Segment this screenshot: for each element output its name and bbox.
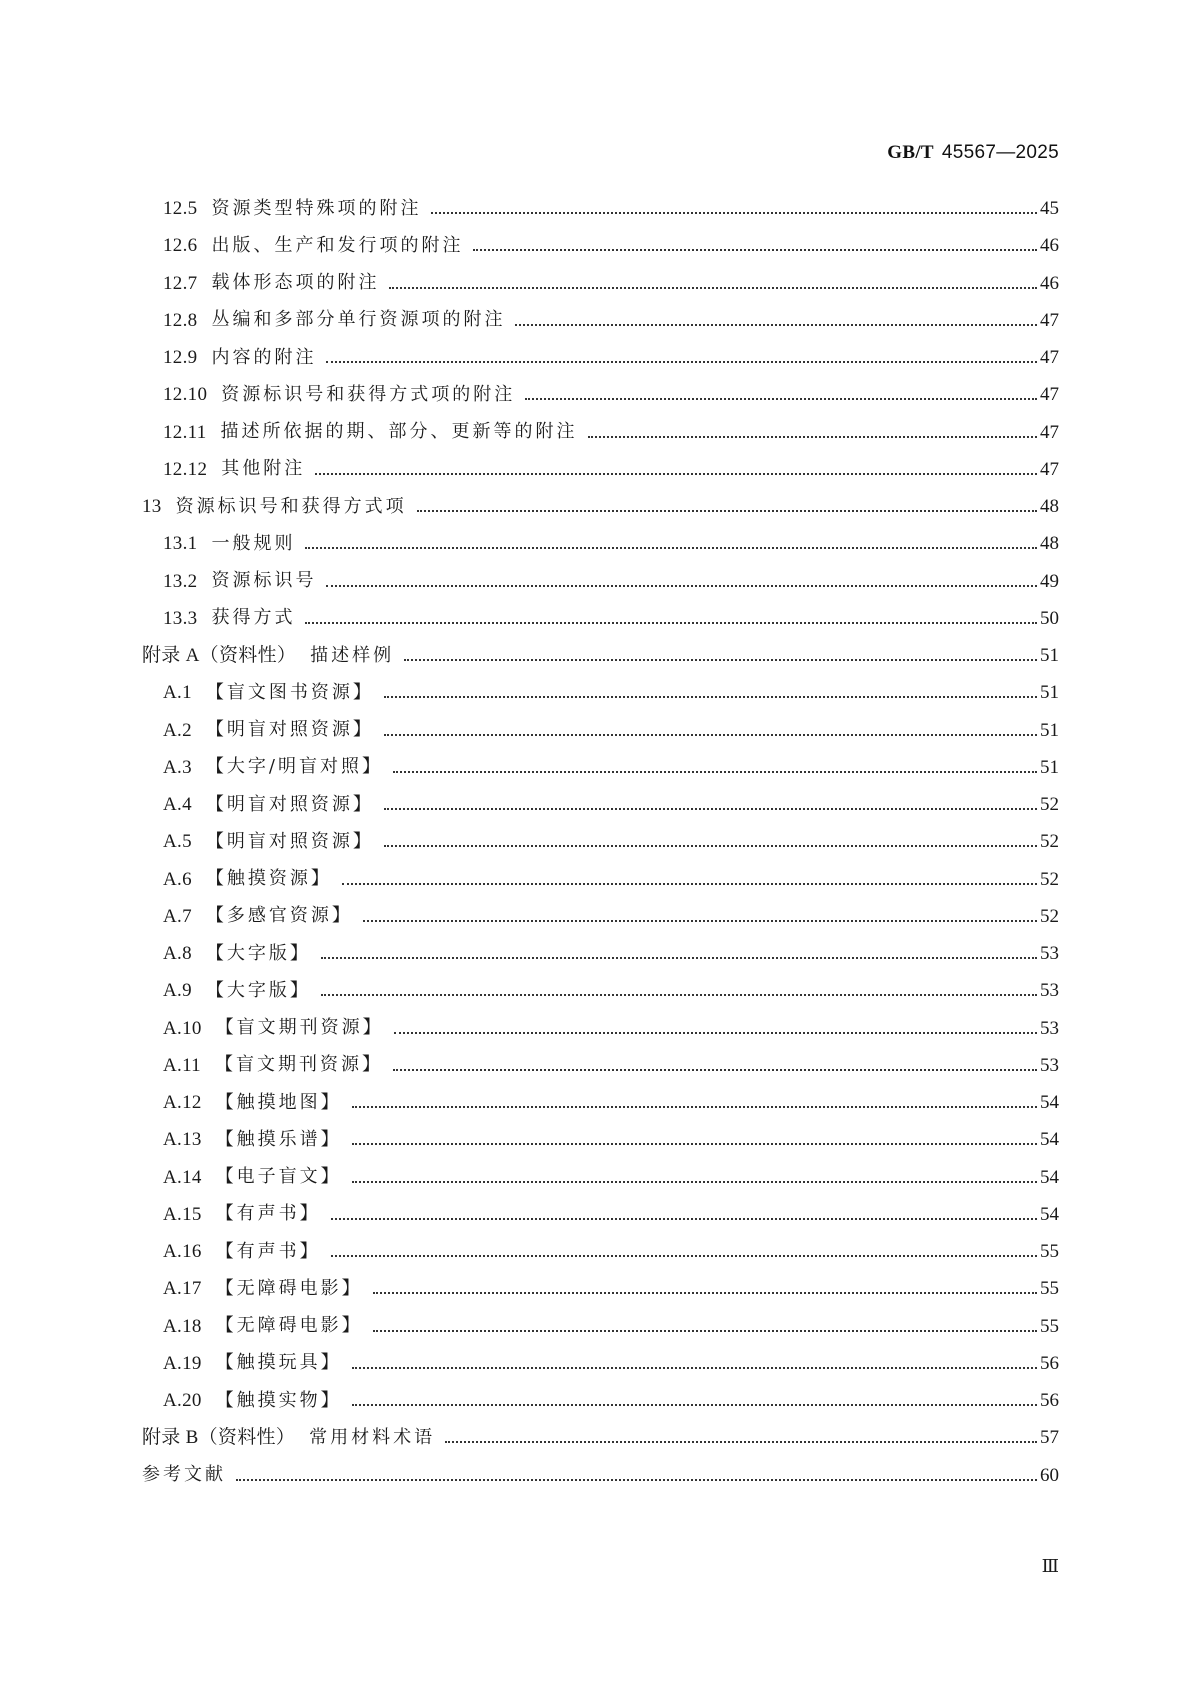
dot-leader	[321, 993, 1037, 996]
dot-leader	[373, 1329, 1037, 1332]
toc-entry-page: 53	[1040, 980, 1059, 1002]
dot-leader	[515, 323, 1037, 326]
standard-code-header	[887, 142, 1059, 164]
toc-entry-title: 内容的附注	[211, 346, 317, 368]
toc-entry-title: 【触摸玩具】	[215, 1352, 342, 1374]
dot-leader	[321, 956, 1037, 959]
toc-entry-page: 55	[1040, 1241, 1059, 1263]
toc-entry-title: 【盲文期刊资源】	[215, 1017, 384, 1039]
toc-entry-page: 51	[1040, 682, 1059, 704]
toc-entry[interactable]	[142, 227, 1059, 264]
toc-entry-title: 【多感官资源】	[205, 905, 353, 927]
toc-entry-number: 13.1	[163, 533, 198, 555]
toc-entry-page: 55	[1040, 1315, 1059, 1337]
dot-leader	[373, 1291, 1037, 1294]
dot-leader	[352, 1366, 1037, 1369]
toc-entry[interactable]	[142, 1121, 1059, 1158]
dot-leader	[384, 733, 1037, 736]
toc-entry-page: 55	[1040, 1278, 1059, 1300]
toc-entry-page: 60	[1040, 1464, 1059, 1486]
toc-entry-number: A.17	[163, 1278, 202, 1300]
toc-entry[interactable]	[142, 1419, 1059, 1456]
dot-leader	[305, 621, 1037, 624]
dot-leader	[394, 1031, 1037, 1034]
dot-leader	[417, 509, 1037, 512]
toc-entry-page: 53	[1040, 943, 1059, 965]
toc-entry-number: A.13	[163, 1129, 202, 1151]
dot-leader	[352, 1403, 1037, 1406]
toc-entry[interactable]	[142, 1345, 1059, 1382]
toc-entry[interactable]	[142, 1196, 1059, 1233]
toc-entry-page: 47	[1040, 458, 1059, 480]
toc-entry[interactable]	[142, 674, 1059, 711]
toc-entry[interactable]	[142, 823, 1059, 860]
toc-entry-number: 12.12	[163, 458, 208, 480]
toc-entry-number: 13.3	[163, 607, 198, 629]
dot-leader	[326, 360, 1037, 363]
dot-leader	[445, 1440, 1037, 1443]
toc-entry-page: 47	[1040, 347, 1059, 369]
toc-entry[interactable]	[142, 749, 1059, 786]
toc-entry[interactable]	[142, 414, 1059, 451]
toc-entry[interactable]	[142, 525, 1059, 562]
dot-leader	[315, 472, 1037, 475]
toc-entry-page: 54	[1040, 1129, 1059, 1151]
toc-entry-title: 【大字版】	[205, 942, 311, 964]
dot-leader	[352, 1142, 1037, 1145]
toc-entry[interactable]	[142, 451, 1059, 488]
dot-leader	[404, 658, 1037, 661]
toc-entry-page: 51	[1040, 756, 1059, 778]
toc-entry-title: 资源类型特殊项的附注	[211, 197, 422, 219]
toc-entry[interactable]	[142, 1233, 1059, 1270]
dot-leader	[393, 1068, 1037, 1071]
toc-entry-page: 53	[1040, 1017, 1059, 1039]
toc-entry-number: 12.9	[163, 347, 198, 369]
toc-entry-number: A.2	[163, 719, 192, 741]
toc-entry[interactable]	[142, 488, 1059, 525]
toc-entry[interactable]	[142, 1308, 1059, 1345]
toc-entry-page: 50	[1040, 607, 1059, 629]
toc-entry-page: 47	[1040, 421, 1059, 443]
toc-entry-number: A.8	[163, 943, 192, 965]
toc-entry[interactable]	[142, 1382, 1059, 1419]
toc-entry-number: A.12	[163, 1092, 202, 1114]
toc-entry-number: 13.2	[163, 570, 198, 592]
toc-entry-title: 【触摸乐谱】	[215, 1128, 342, 1150]
toc-entry-number: 12.6	[163, 235, 198, 257]
dot-leader	[326, 584, 1037, 587]
toc-entry-title: 载体形态项的附注	[211, 272, 380, 294]
toc-entry-title: 【大字/明盲对照】	[205, 756, 383, 778]
toc-entry-number: A.3	[163, 756, 192, 778]
standard-number: 45567—2025	[941, 142, 1059, 163]
toc-entry[interactable]	[142, 265, 1059, 302]
dot-leader	[588, 435, 1037, 438]
toc-entry-page: 48	[1040, 496, 1059, 518]
toc-entry[interactable]	[142, 376, 1059, 413]
toc-entry-title: 获得方式	[211, 607, 296, 629]
toc-entry-title: 资源标识号和获得方式项	[175, 495, 407, 517]
toc-entry-title: 资源标识号和获得方式项的附注	[221, 383, 516, 405]
toc-entry-number: 13	[142, 496, 162, 518]
dot-leader	[431, 211, 1037, 214]
dot-leader	[389, 286, 1037, 289]
dot-leader	[352, 1105, 1037, 1108]
toc-entry[interactable]	[142, 1457, 1059, 1494]
toc-entry-page: 51	[1040, 719, 1059, 741]
toc-entry-title: 【触摸资源】	[205, 868, 332, 890]
toc-entry-page: 52	[1040, 831, 1059, 853]
toc-entry-title: 丛编和多部分单行资源项的附注	[211, 309, 506, 331]
toc-entry-number: A.14	[163, 1166, 202, 1188]
toc-entry[interactable]	[142, 898, 1059, 935]
toc-entry-title: 参考文献	[142, 1464, 226, 1486]
toc-entry-page: 56	[1040, 1390, 1059, 1412]
toc-entry[interactable]	[142, 637, 1059, 674]
dot-leader	[236, 1478, 1037, 1481]
dot-leader	[384, 807, 1037, 810]
toc-entry[interactable]	[142, 786, 1059, 823]
dot-leader	[305, 546, 1037, 549]
toc-entry-title: 出版、生产和发行项的附注	[211, 234, 464, 256]
toc-entry-number: 12.7	[163, 272, 198, 294]
toc-entry-page: 46	[1040, 235, 1059, 257]
toc-entry-number: 12.11	[163, 421, 207, 443]
toc-entry-number: A.19	[163, 1352, 202, 1374]
toc-entry-title: 【明盲对照资源】	[205, 719, 374, 741]
toc-entry-page: 54	[1040, 1166, 1059, 1188]
toc-entry-page: 57	[1040, 1427, 1059, 1449]
toc-entry-number: A.15	[163, 1203, 202, 1225]
toc-entry[interactable]	[142, 1084, 1059, 1121]
toc-entry-number: A.7	[163, 905, 192, 927]
toc-entry-page: 52	[1040, 794, 1059, 816]
toc-entry-title: 【电子盲文】	[215, 1166, 342, 1188]
toc-entry-page: 49	[1040, 570, 1059, 592]
toc-entry[interactable]	[142, 861, 1059, 898]
toc-entry-page: 54	[1040, 1203, 1059, 1225]
dot-leader	[473, 248, 1037, 251]
toc-entry[interactable]	[142, 339, 1059, 376]
table-of-contents	[142, 190, 1059, 1494]
toc-entry[interactable]	[142, 190, 1059, 227]
toc-entry-title: 【大字版】	[205, 979, 311, 1001]
toc-entry-page: 45	[1040, 198, 1059, 220]
toc-entry[interactable]	[142, 1047, 1059, 1084]
dot-leader	[384, 844, 1037, 847]
toc-entry-number: A.11	[163, 1054, 201, 1076]
dot-leader	[393, 770, 1037, 773]
toc-entry-page: 51	[1040, 645, 1059, 667]
toc-entry-number: A.20	[163, 1390, 202, 1412]
toc-entry[interactable]	[142, 1159, 1059, 1196]
toc-entry-number: A.9	[163, 980, 192, 1002]
toc-entry-title: 描述所依据的期、部分、更新等的附注	[220, 421, 578, 443]
toc-entry[interactable]	[142, 972, 1059, 1009]
toc-entry-number: A.1	[163, 682, 192, 704]
toc-entry-page: 47	[1040, 309, 1059, 331]
toc-entry[interactable]	[142, 712, 1059, 749]
toc-entry-page: 48	[1040, 533, 1059, 555]
toc-entry[interactable]	[142, 563, 1059, 600]
toc-entry-title: 【有声书】	[215, 1240, 321, 1262]
toc-entry-page: 52	[1040, 905, 1059, 927]
toc-entry-number: 附录 B（资料性）	[142, 1427, 296, 1449]
toc-entry-title: 【有声书】	[215, 1203, 321, 1225]
toc-entry-title: 【盲文图书资源】	[205, 681, 374, 703]
toc-entry-number: 附录 A（资料性）	[142, 645, 297, 667]
toc-entry-number: A.10	[163, 1017, 202, 1039]
toc-entry-number: A.18	[163, 1315, 202, 1337]
toc-entry-number: 12.8	[163, 309, 198, 331]
toc-entry-number: 12.5	[163, 198, 198, 220]
toc-entry-title: 【明盲对照资源】	[205, 793, 374, 815]
toc-entry-page: 54	[1040, 1092, 1059, 1114]
toc-entry-title: 【盲文期刊资源】	[214, 1054, 383, 1076]
toc-entry-number: A.4	[163, 794, 192, 816]
toc-entry[interactable]	[142, 600, 1059, 637]
dot-leader	[342, 882, 1037, 885]
toc-entry[interactable]	[142, 302, 1059, 339]
toc-entry-title: 【触摸实物】	[215, 1389, 342, 1411]
toc-entry-number: A.6	[163, 868, 192, 890]
dot-leader	[331, 1254, 1037, 1257]
toc-entry[interactable]	[142, 1270, 1059, 1307]
toc-entry-page: 53	[1040, 1054, 1059, 1076]
toc-entry-page: 47	[1040, 384, 1059, 406]
toc-entry-title: 【明盲对照资源】	[205, 830, 374, 852]
toc-entry[interactable]	[142, 935, 1059, 972]
page-number: Ⅲ	[1041, 1556, 1059, 1576]
dot-leader	[525, 397, 1037, 400]
dot-leader	[384, 695, 1037, 698]
dot-leader	[352, 1180, 1037, 1183]
standard-prefix: GB/T	[887, 142, 934, 163]
toc-entry-page: 46	[1040, 272, 1059, 294]
toc-entry-title: 资源标识号	[211, 570, 317, 592]
toc-entry-title: 常用材料术语	[309, 1426, 436, 1448]
toc-entry-title: 【无障碍电影】	[215, 1277, 363, 1299]
toc-entry-title: 其他附注	[221, 458, 306, 480]
toc-entry-number: A.5	[163, 831, 192, 853]
toc-entry-title: 一般规则	[211, 532, 296, 554]
dot-leader	[363, 919, 1037, 922]
toc-entry[interactable]	[142, 1010, 1059, 1047]
toc-entry-page: 52	[1040, 868, 1059, 890]
toc-entry-number: A.16	[163, 1241, 202, 1263]
toc-entry-page: 56	[1040, 1352, 1059, 1374]
toc-entry-title: 描述样例	[310, 644, 395, 666]
toc-entry-title: 【无障碍电影】	[215, 1315, 363, 1337]
dot-leader	[331, 1217, 1037, 1220]
toc-entry-title: 【触摸地图】	[215, 1091, 342, 1113]
toc-entry-number: 12.10	[163, 384, 208, 406]
